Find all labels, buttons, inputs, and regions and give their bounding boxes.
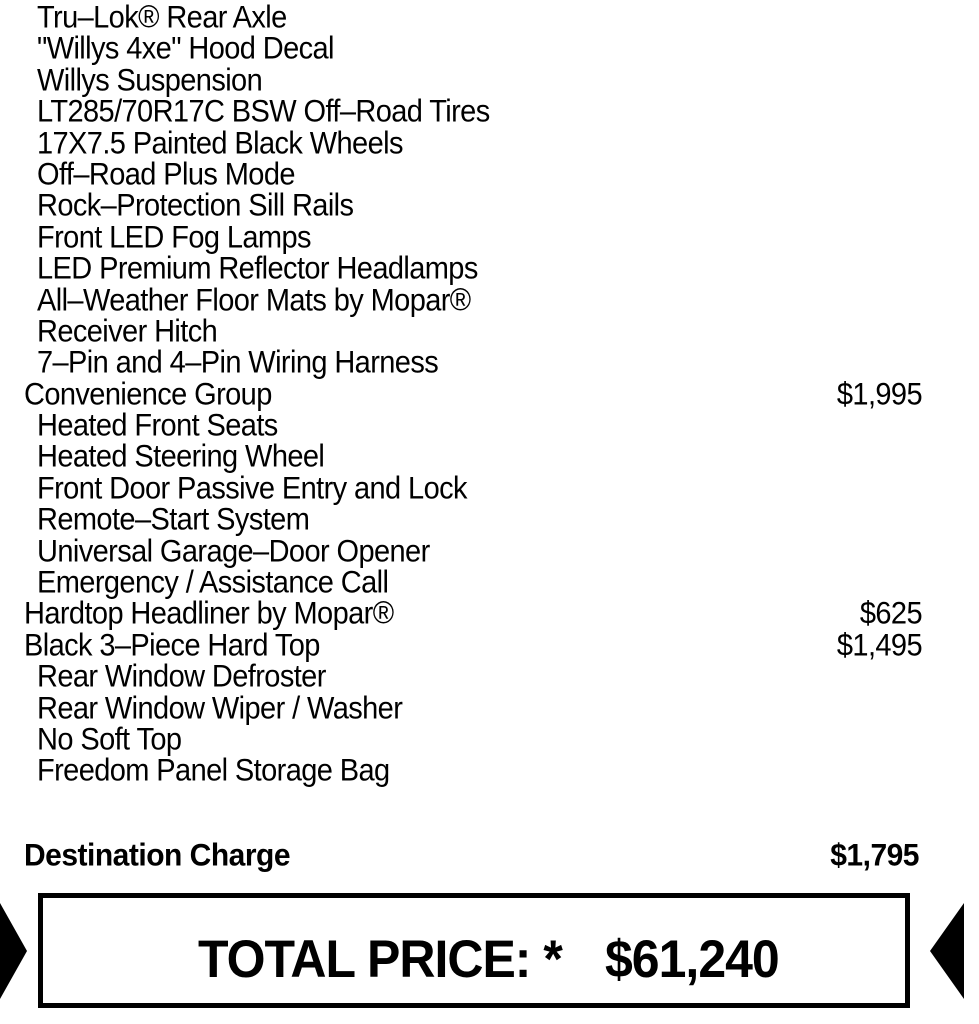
option-label: No Soft Top [37,722,182,758]
option-label: Tru–Lok® Rear Axle [37,0,287,36]
option-item [0,441,979,475]
option-item [0,127,979,161]
option-item [0,2,979,36]
option-label: Off–Road Plus Mode [37,157,295,193]
destination-charge-price: $1,795 [830,838,919,873]
option-label: Heated Steering Wheel [37,440,325,475]
option-item [0,347,979,381]
option-item [0,755,979,789]
option-label: "Willys 4xe" Hood Decal [37,32,334,67]
option-label: LT285/70R17C BSW Off–Road Tires [37,94,490,130]
option-group-label: Black 3–Piece Hard Top [24,628,320,664]
option-label: All–Weather Floor Mats by Mopar® [37,283,471,318]
option-label: Emergency / Assistance Call [37,565,389,601]
option-label: Front Door Passive Entry and Lock [37,471,467,507]
option-item [0,33,979,67]
option-item [0,221,979,255]
option-item [0,284,979,318]
option-item [0,661,979,695]
left-arrow-icon [0,903,27,999]
destination-charge-label: Destination Charge [24,838,291,873]
option-label: Front LED Fog Lamps [37,220,311,255]
option-item [0,253,979,287]
option-item [0,535,979,569]
total-price-value: $61,240 [605,929,779,989]
option-group-headliner [0,598,979,632]
option-item [0,567,979,601]
option-label: Willys Suspension [37,63,263,99]
option-price: $625 [859,597,922,632]
destination-charge-row [0,835,979,877]
option-group-label: Convenience Group [24,377,272,412]
option-item [0,190,979,224]
option-label: Universal Garage–Door Opener [37,534,430,569]
option-label: Receiver Hitch [37,314,218,350]
option-item [0,65,979,99]
option-label: 17X7.5 Painted Black Wheels [37,126,403,161]
option-item [0,724,979,758]
option-label: LED Premium Reflector Headlamps [37,251,478,287]
option-label: Rear Window Wiper / Washer [37,691,403,726]
option-item [0,316,979,350]
option-item [0,473,979,507]
option-label: Rear Window Defroster [37,659,326,695]
option-item [0,504,979,538]
option-group-label: Hardtop Headliner by Mopar® [24,597,394,632]
option-item [0,96,979,130]
option-label: Rock–Protection Sill Rails [37,189,354,224]
option-item [0,159,979,193]
option-label: Remote–Start System [37,502,310,538]
option-price: $1,995 [836,377,922,412]
right-arrow-icon [930,903,964,999]
option-label: 7–Pin and 4–Pin Wiring Harness [37,345,439,381]
total-price-label: TOTAL PRICE: * [198,929,562,989]
option-group-hard-top [0,630,979,664]
option-item [0,410,979,444]
option-item [0,692,979,726]
option-label: Freedom Panel Storage Bag [37,754,390,789]
option-price: $1,495 [836,628,922,664]
option-label: Heated Front Seats [37,408,278,444]
option-group-convenience [0,378,979,412]
